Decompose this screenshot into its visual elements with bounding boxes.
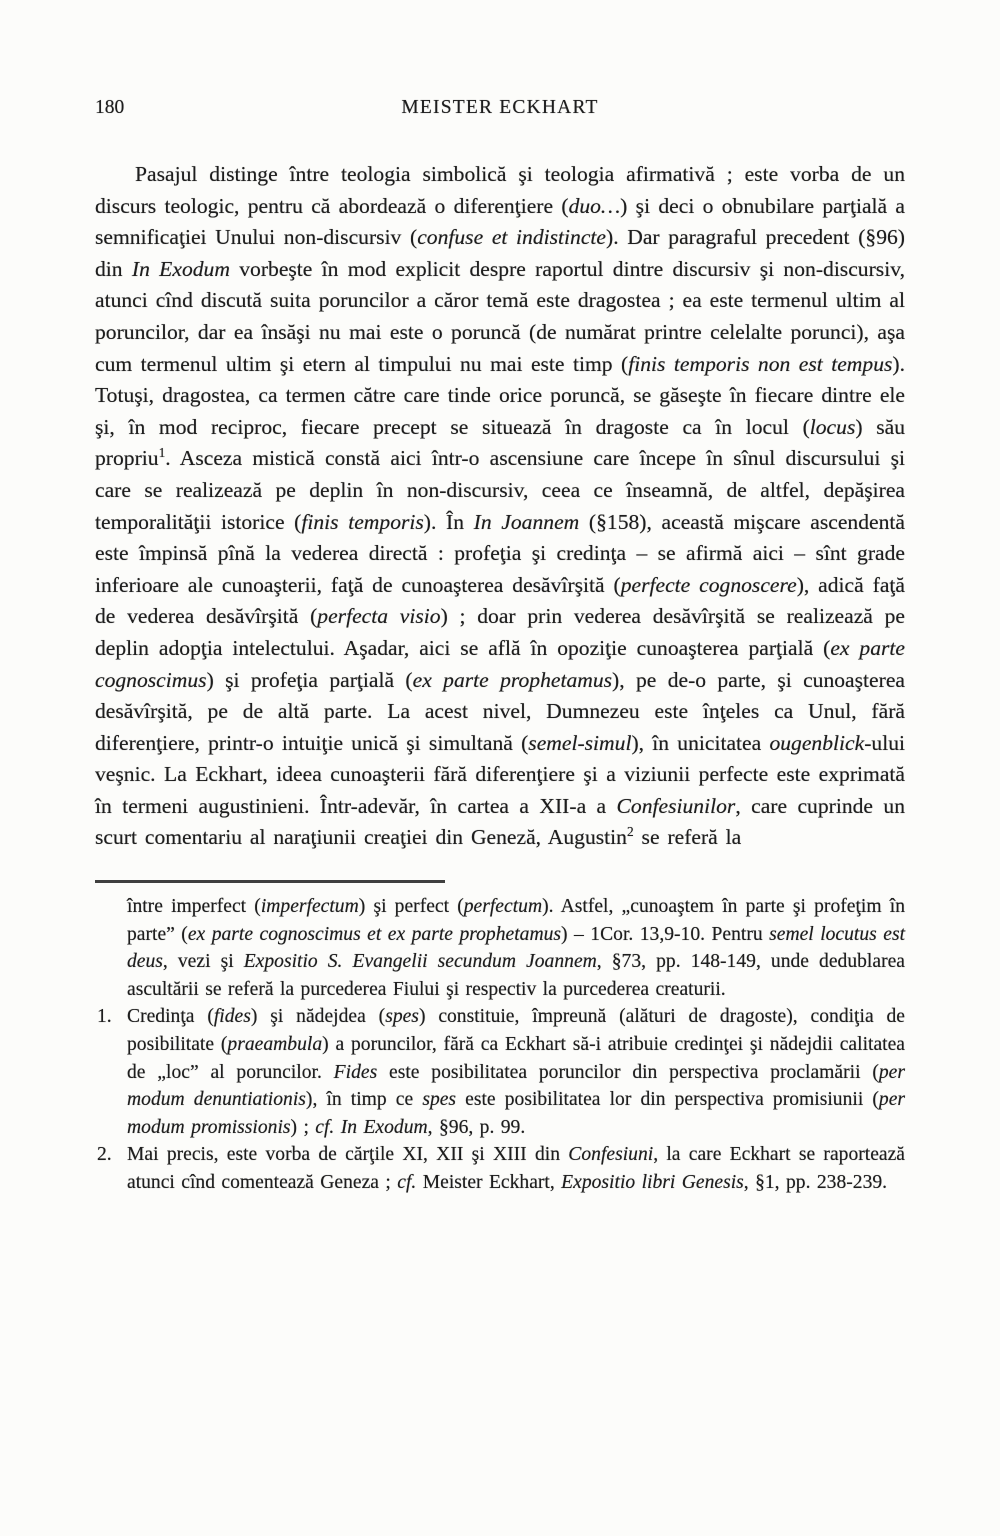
text-run: ), în timp ce: [305, 1089, 423, 1111]
body-paragraph: [95, 159, 905, 854]
italic-text-run: ex parte cognoscimus et ex parte prophetamus: [187, 923, 562, 945]
text-run: , §1, pp. 238-239.: [743, 1172, 888, 1193]
text-run: Meister Eckhart,: [416, 1172, 562, 1193]
italic-text-run: imperfectum: [260, 896, 359, 918]
italic-text-run: duo…: [568, 193, 621, 218]
italic-text-run: perfectum: [463, 896, 543, 918]
text-run: ) ; doar prin vederea desăvîrşită se realizează pe deplin adopţia intelectului. Aşadar, aici se află în opoziţie cunoaşterea parţială (: [95, 604, 905, 660]
running-title: MEISTER ECKHART: [401, 97, 599, 118]
text-run: , vezi şi: [162, 951, 244, 973]
text-run: se referă la: [633, 825, 742, 850]
italic-text-run: Fides: [333, 1061, 378, 1083]
text-run: ) – 1Cor. 13,9-10. Pentru: [561, 923, 770, 945]
text-run: Mai precis, este vorba de cărţile XI, XII şi XIII din: [127, 1144, 569, 1166]
text-run: Credinţa (: [127, 1006, 214, 1028]
italic-text-run: Expositio libri Genesis: [561, 1172, 744, 1193]
italic-text-run: perfecta visio: [317, 604, 441, 629]
footnote-text: [127, 1006, 905, 1137]
italic-text-run: In Joannem: [473, 509, 580, 534]
footnote-text: [127, 1144, 905, 1193]
footnote-separator-rule: [95, 880, 445, 883]
text-run: ). În: [423, 509, 474, 534]
footnote-number: 2.: [97, 1144, 112, 1166]
text-run: -ului veşnic. La Eckhart, ideea cunoaşterii fără diferenţiere şi a viziunii perfecte este exprimată în termeni augustinieni. Într-adevăr, în cartea a XII-a a: [95, 730, 905, 818]
footnote-item-2: [95, 1141, 905, 1196]
text-run: ) şi nădejdea (: [250, 1006, 386, 1028]
italic-text-run: semel locutus est deus: [127, 923, 906, 973]
text-run: ). Dar paragraful precedent (§96) din: [95, 225, 905, 281]
text-run: ) constituie, împreună (alături de dragoste), condiţia de posibilitate (: [127, 1006, 905, 1056]
footnote-ref: 1: [158, 445, 166, 461]
footnote-item-1: [95, 1003, 905, 1141]
text-run: este posibilitatea lor din perspectiva promisiunii (: [456, 1089, 879, 1111]
text-run: ) său propriu: [95, 414, 905, 471]
italic-text-run: finis temporis non est tempus: [628, 351, 893, 376]
text-run: ), adică faţă de vederea desăvîrşită (: [95, 572, 905, 629]
italic-text-run: Confesiuni: [568, 1144, 654, 1166]
text-run: vorbeşte în mod explicit despre raportul dintre discursiv şi non-discursiv, atunci cînd discută suita poruncilor a căror temă este dragostea ; ea este termenul ultim al poruncilor, dar ea însăşi nu mai este o poruncă (de numărat printre celelalte porunci), aşa cum termenul ultim şi etern al timpului nu mai este timp (: [95, 256, 905, 376]
text-run: (§158), această mişcare ascendentă este împinsă pînă la vederea directă : profeţia şi credinţa – se afirmă aici – sînt grade inferioare ale cunoaşterii, faţă de cunoaşterea desăvîrşită (: [95, 509, 905, 597]
text-run: ) şi perfect (: [358, 896, 464, 918]
text-run: între imperfect (: [127, 896, 261, 918]
italic-text-run: Confesiunilor: [616, 793, 736, 818]
footnote-ref: 2: [626, 824, 634, 840]
text-run: , §73, pp. 148-149, unde dedublarea ascultării se referă la purcederea Fiului şi respectiv la purcederea creaturii.: [127, 951, 905, 1000]
italic-text-run: spes: [422, 1089, 457, 1111]
italic-text-run: confuse et indistincte: [417, 225, 607, 250]
text-run: ). Astfel, „cunoaştem în parte şi profeţim în parte” (: [127, 896, 906, 945]
text-run: ) ;: [290, 1116, 316, 1138]
text-run: . Asceza mistică constă aici într-o ascensiune care începe în sînul discursului şi care se realizează pe deplin în non-discursiv, ceea ce înseamnă, de altfel, depăşirea temporalităţii istorice (: [95, 446, 905, 534]
italic-text-run: per modum denuntiationis: [127, 1061, 905, 1111]
text-run: , care cuprinde un scurt comentariu al naraţiunii creaţiei din Geneză, Augustin: [95, 793, 905, 850]
italic-text-run: spes: [385, 1006, 419, 1028]
page-number: 180: [95, 97, 125, 118]
text-run: , §96, p. 99.: [427, 1116, 526, 1138]
text-run: ) şi deci o obnubilare parţială a semnificaţiei Unului non-discursiv (: [95, 193, 906, 250]
footnote-number: 1.: [97, 1006, 112, 1028]
italic-text-run: ougenblick: [769, 730, 865, 755]
text-run: ) şi profeţia parţială (: [206, 667, 413, 692]
text-run: , la care Eckhart se raportează atunci cînd comentează Geneza ;: [127, 1144, 905, 1193]
italic-text-run: cf. In Exodum: [315, 1116, 428, 1138]
italic-text-run: fides: [213, 1006, 251, 1028]
italic-text-run: semel-simul: [528, 730, 632, 755]
italic-text-run: praeambula: [227, 1034, 323, 1056]
italic-text-run: In Exodum: [131, 256, 230, 281]
italic-text-run: cf.: [397, 1172, 417, 1193]
italic-text-run: locus: [809, 414, 856, 439]
italic-text-run: ex parte cognoscimus: [95, 635, 905, 692]
italic-text-run: per modum promissionis: [127, 1089, 906, 1138]
italic-text-run: perfecte cognoscere: [620, 572, 797, 597]
page-header: [95, 97, 905, 123]
text-run: ). Totuşi, dragostea, ca termen către care tinde orice poruncă, se găseşte în fiecare dintre ele şi, în mod reciproc, fiecare precept se situează în dragoste ca în locul (: [95, 351, 905, 439]
text-run: ) a poruncilor, fără ca Eckhart să-i atribuie credinţei şi nădejdii calitatea de „loc” al poruncilor.: [127, 1034, 905, 1083]
italic-text-run: Expositio S. Evangelii secundum Joannem: [243, 951, 597, 973]
footnote-continuation: [127, 893, 905, 1003]
text-run: este posibilitatea poruncilor din perspectiva proclamării (: [377, 1061, 879, 1083]
text-run: Pasajul distinge între teologia simbolică şi teologia afirmativă ; este vorba de un discurs teologic, pentru că abordează o diferenţiere (: [95, 162, 905, 218]
italic-text-run: finis temporis: [301, 509, 424, 534]
text-run: ), în unicitatea: [631, 730, 770, 755]
footnotes-section: [95, 893, 905, 1197]
italic-text-run: ex parte prophetamus: [412, 667, 613, 692]
text-run: ), pe de-o parte, şi cunoaşterea desăvîrşită, pe de altă parte. La acest nivel, Dumnezeu este înţeles ca Unul, fără diferenţiere, printr-o intuiţie unică şi simultană (: [95, 667, 905, 755]
